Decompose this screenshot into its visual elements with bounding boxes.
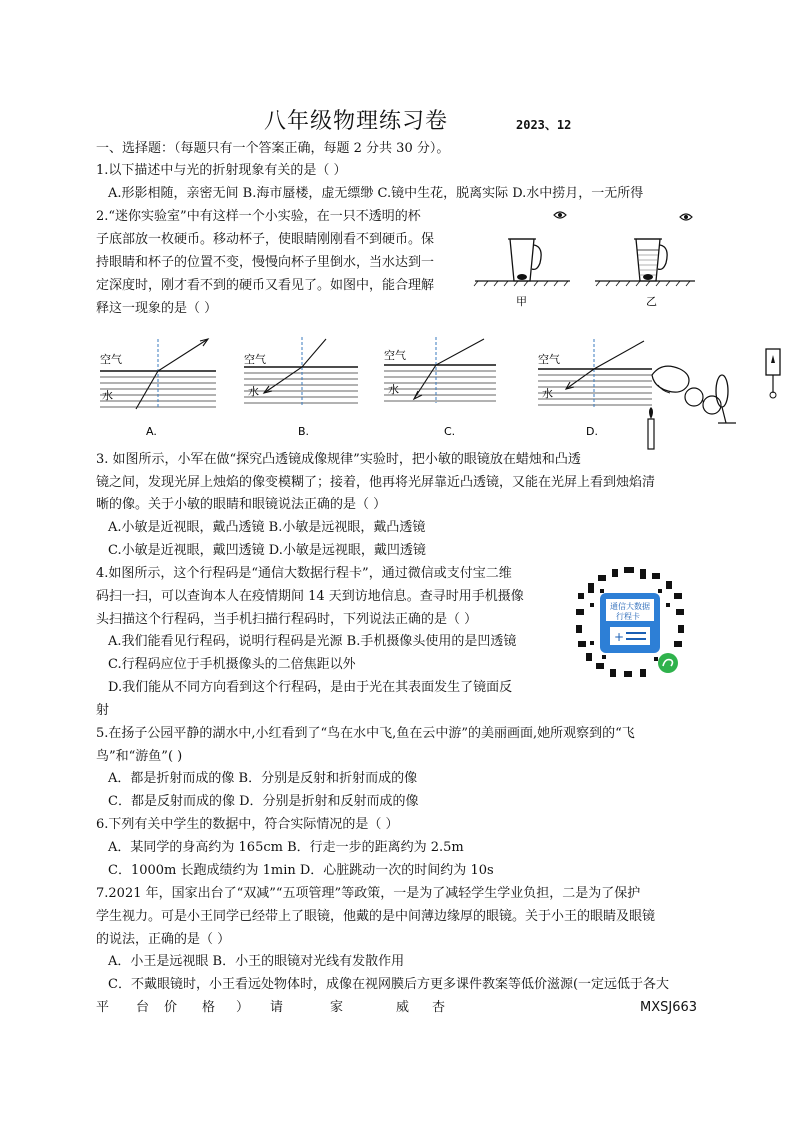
q5-option: C．都是反射而成的像 D．分别是折射和反射而成的像 — [108, 794, 419, 809]
cup-with-water — [634, 239, 667, 281]
footer-word: ） — [236, 1000, 250, 1015]
diagram-option-a: A. — [146, 425, 157, 438]
q7-option: C．不戴眼镜时，小王看远处物体时，成像在视网膜后方更多课件教案等低价滋源(一定远低于各大 — [108, 977, 670, 992]
diagram-water-label: 水 — [248, 385, 259, 398]
qr-title-line1: 通信大数据 — [610, 602, 650, 611]
q3-line: 镜之间，发现光屏上烛焰的像变模糊了；接着，他再将光屏靠近凸透镜，又能在光屏上看到烛焰清 — [96, 475, 656, 490]
cup-label-yi: 乙 — [646, 295, 657, 308]
q6-option: C．1000m 长跑成绩约为 1min D．心脏跳动一次的时间约为 10s — [108, 863, 494, 878]
diagram-d — [538, 339, 652, 407]
footer-word: 价 — [164, 1000, 178, 1015]
q7-option: A．小王是远视眼 B．小王的眼镜对光线有发散作用 — [108, 954, 405, 969]
q3-option: C.小敏是近视眼，戴凹透镜 D.小敏是远视眼，戴凹透镜 — [108, 543, 426, 558]
diagram-a — [100, 339, 216, 409]
q6-option: A．某同学的身高约为 165cm B．行走一步的距离约为 2.5m — [108, 840, 464, 855]
q2-line: 释这一现象的是（ ） — [96, 301, 218, 316]
q4-option: 射 — [96, 703, 110, 718]
exam-date: 2023、12 — [516, 118, 572, 132]
q2-refraction-diagrams — [96, 335, 656, 445]
q4-option: A.我们能看见行程码，说明行程码是光源 B.手机摄像头使用的是凹透镜 — [108, 634, 517, 649]
cup-label-jia: 甲 — [516, 295, 527, 308]
diagram-option-d: D. — [586, 425, 598, 438]
diagram-option-c: C. — [444, 425, 456, 438]
footer-word: 格 — [202, 1000, 216, 1015]
q7-line: 学生视力。可是小王同学已经带上了眼镜，他戴的是中间薄边缘厚的眼镜。关于小王的眼睛及眼镜 — [96, 909, 656, 924]
eye-icon — [680, 214, 692, 220]
q4-option: D.我们能从不同方向看到这个行程码，是由于光在其表面发生了镜面反 — [108, 680, 513, 695]
q3-option: A.小敏是近视眼，戴凸透镜 B.小敏是远视眼，戴凸透镜 — [108, 520, 426, 535]
q4-line: 码扫一扫，可以查询本人在疫情期间 14 天到访地信息。查寻时用手机摄像 — [96, 589, 524, 604]
diagram-air-label: 空气 — [384, 349, 406, 362]
q4-line: 4.如图所示，这个行程码是“通信大数据行程卡”，通过微信或支付宝二维 — [96, 566, 512, 581]
q3-line: 3. 如图所示，小军在做“探究凸透镜成像规律”实验时，把小敏的眼镜放在蜡烛和凸透 — [96, 452, 581, 467]
candle-icon — [648, 407, 654, 449]
q2-line: 子底部放一枚硬币。移动杯子，使眼睛刚刚看不到硬币。保 — [96, 232, 435, 247]
diagram-option-b: B. — [298, 425, 310, 438]
diagram-b — [244, 337, 358, 405]
q4-line: 头扫描这个行程码，当手机扫描行程码时，下列说法正确的是（ ） — [96, 612, 478, 627]
q7-line: 7.2021 年，国家出台了“双减”“五项管理”等政策，一是为了减轻学生学业负担，二是为了保护 — [96, 886, 641, 901]
page-title: 八年级物理练习卷 — [264, 109, 449, 134]
q2-line: 持眼睛和杯子的位置不变，慢慢向杯子里倒水，当水达到一 — [96, 255, 435, 270]
q1-options: A.形影相随，亲密无间 B.海市蜃楼，虚无缥缈 C.镜中生花，脱离实际 D.水中捞月，一无所得 — [108, 186, 644, 201]
q2-line: 2.“迷你实验室”中有这样一个小实验，在一只不透明的杯 — [96, 209, 421, 224]
qr-title-line2: 行程卡 — [616, 612, 640, 621]
q7-line: 的说法，正确的是（ ） — [96, 932, 231, 947]
q5-line: 5.在扬子公园平静的湖水中,小红看到了“鸟在水中飞,鱼在云中游”的美丽画面,她所观察到的“飞 — [96, 726, 635, 741]
footer-word: 杏 — [432, 1000, 446, 1015]
footer-code: MXSJ663 — [640, 1000, 698, 1015]
q1-stem: 1.以下描述中与光的折射现象有关的是（ ） — [96, 163, 347, 178]
diagram-water-label: 水 — [542, 387, 553, 400]
q6-stem: 6.下列有关中学生的数据中，符合实际情况的是（ ） — [96, 817, 399, 832]
q5-option: A．都是折射而成的像 B．分别是反射和折射而成的像 — [108, 771, 418, 786]
footer-word: 威 — [396, 1000, 410, 1015]
plus-icon: + — [614, 630, 625, 644]
q3-line: 晰的像。关于小敏的眼睛和眼镜说法正确的是（ ） — [96, 497, 387, 512]
cup-empty — [508, 239, 541, 281]
q2-cup-figure — [470, 205, 700, 310]
diagram-air-label: 空气 — [244, 353, 266, 366]
section-heading: 一、选择题：（每题只有一个答案正确，每题 2 分共 30 分）。 — [96, 141, 450, 156]
q3-lens-experiment-figure — [644, 345, 790, 455]
footer-word: 家 — [330, 1000, 344, 1015]
screen-icon — [766, 349, 780, 398]
footer-word: 平 — [96, 1000, 110, 1015]
q4-option: C.行程码应位于手机摄像头的二倍焦距以外 — [108, 657, 356, 672]
diagram-air-label: 空气 — [100, 353, 122, 366]
diagram-c — [384, 337, 496, 403]
eye-icon — [554, 212, 566, 218]
diagram-water-label: 水 — [388, 383, 399, 396]
diagram-air-label: 空气 — [538, 353, 560, 366]
q2-line: 定深度时，刚才看不到的硬币又看见了。如图中，能合理解 — [96, 278, 435, 293]
footer-word: 台 — [136, 1000, 150, 1015]
diagram-water-label: 水 — [102, 389, 113, 402]
footer-word: 请 — [270, 1000, 284, 1015]
q5-line: 鸟”和“游鱼”( ) — [96, 749, 183, 764]
mini-program-icon — [658, 653, 678, 673]
travel-code-qr — [570, 563, 690, 683]
